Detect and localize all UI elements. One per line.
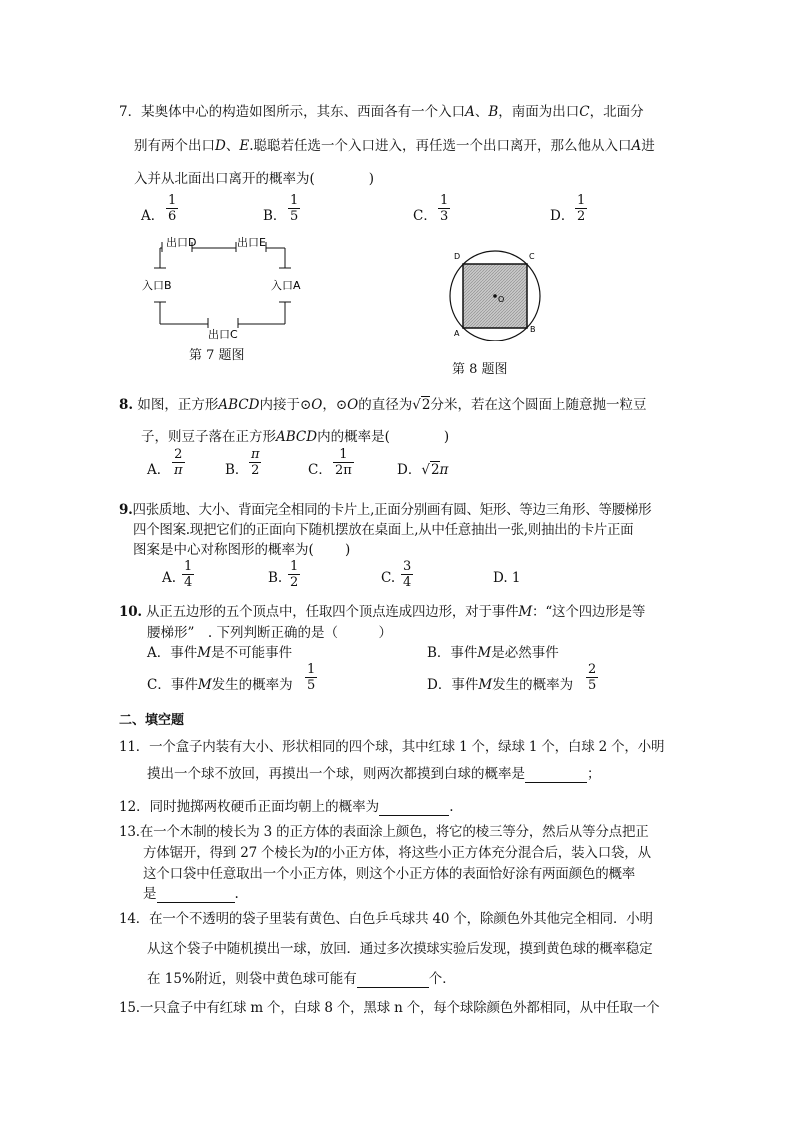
q8-sqrt-2: √2 <box>412 397 431 413</box>
q7-option-a-label: A． <box>141 208 165 224</box>
fig7-entry-a-label: 入口A <box>271 279 301 292</box>
q10-option-c-fraction: $\frac{1}{5}$ <box>307 662 316 693</box>
q9-line3: 图案是中心对称图形的概率为( ) <box>133 542 351 558</box>
q7-option-c-label: C． <box>413 208 437 224</box>
q11-line2: 摸出一个球不放回，再摸出一个球，则两次都摸到白球的概率是 ； <box>147 766 601 782</box>
q7-line3: 入并从北面出口离开的概率为( ) <box>134 171 375 187</box>
q10-line2: 腰梯形” . 下列判断正确的是（ ） <box>147 625 392 641</box>
q7-option-d-fraction: $\frac{1}{2}$ <box>577 193 586 224</box>
fig7-exit-d-label: 出口D <box>166 236 197 249</box>
fig8-label-b: B <box>530 325 536 334</box>
q10-option-c: C．事件M发生的概率为 <box>147 677 293 693</box>
q10-option-b: B．事件M是必然事件 <box>427 645 559 661</box>
q10-option-d: D．事件M发生的概率为 <box>427 677 574 693</box>
fig8-label-c: C <box>529 252 535 261</box>
q8-option-b-label: B． <box>225 462 249 478</box>
q8-option-d-sqrt: √2 <box>421 462 440 478</box>
q11-answer-blank[interactable] <box>525 766 587 783</box>
q9-option-c-label: C. <box>381 570 396 586</box>
q8-option-a-fraction: $\frac{2}{\pi}$ <box>174 447 183 478</box>
q12-line: 12．同时抛掷两枚硬币正面均朝上的概率为 . <box>119 799 454 815</box>
q14-answer-blank[interactable] <box>357 971 429 988</box>
q8-option-a-label: A． <box>147 462 171 478</box>
q9-line1: 9.四张质地、大小、背面完全相同的卡片上,正面分别画有圆、矩形、等边三角形、等腰梯形 <box>119 502 652 518</box>
q9-option-b-fraction: $\frac{1}{2}$ <box>290 559 299 590</box>
q8-figure <box>446 245 546 341</box>
q8-option-c-label: C． <box>308 462 332 478</box>
q14-line3: 在 15%附近，则袋中黄色球可能有 个． <box>147 971 456 987</box>
q10-option-a: A．事件M是不可能事件 <box>147 645 293 661</box>
q8-figure-caption: 第 8 题图 <box>452 362 508 377</box>
q7-option-c-fraction: $\frac{1}{3}$ <box>440 193 449 224</box>
q14-line1: 14．在一个不透明的袋子里装有黄色、白色乒乓球共 40 个，除颜色外其他完全相同．小明 <box>119 911 653 927</box>
q8-option-b-fraction: $\frac{\pi}{2}$ <box>251 447 260 478</box>
fig7-exit-c-label: 出口C <box>208 328 238 341</box>
q8-option-d: D．√2π <box>397 462 449 478</box>
q13-line1: 13.在一个木制的棱长为 3 的正方体的表面涂上颜色，将它的棱三等分，然后从等分点把正 <box>119 824 649 840</box>
q9-option-b-label: B. <box>268 570 283 586</box>
fig8-label-d: D <box>454 252 461 261</box>
q9-option-c-fraction: $\frac{3}{4}$ <box>403 559 412 590</box>
q10-option-d-fraction: $\frac{2}{5}$ <box>588 662 597 693</box>
q7-option-a-fraction: $\frac{1}{6}$ <box>168 193 177 224</box>
q12-answer-blank[interactable] <box>379 799 449 816</box>
fig8-label-a: A <box>454 329 460 338</box>
q10-line1: 10. 从正五边形的五个顶点中，任取四个顶点连成四边形，对于事件M：“这个四边形是等 <box>119 604 646 620</box>
q7-option-b-fraction: $\frac{1}{5}$ <box>290 193 299 224</box>
fig8-label-o: O <box>498 295 505 304</box>
q7-figure-caption: 第 7 题图 <box>189 348 245 363</box>
fig8-center-point <box>493 294 497 298</box>
q7-option-d-label: D． <box>550 208 575 224</box>
q7-option-b-label: B． <box>263 208 287 224</box>
q9-option-a-label: A. <box>162 570 177 586</box>
fig7-exit-e-label: 出口E <box>237 236 266 249</box>
q13-line2: 方体锯开，得到 27 个棱长为l的小正方体，将这些小正方体充分混合后，装入口袋，从 <box>143 845 651 861</box>
q8-line2: 子，则豆子落在正方形ABCD内的概率是( ) <box>141 429 450 445</box>
q13-answer-blank[interactable] <box>157 886 235 903</box>
q11-line1: 11．一个盒子内装有大小、形状相同的四个球，其中红球 1 个，绿球 1 个，白球 2 个，小明 <box>119 739 665 755</box>
q9-option-d: D. 1 <box>493 570 521 586</box>
q8-line1: 8. 如图，正方形ABCD内接于⊙O，⊙O的直径为√2分米，若在这个圆面上随意抛一粒豆 <box>119 397 647 413</box>
q9-option-a-fraction: $\frac{1}{4}$ <box>184 559 193 590</box>
q14-line2: 从这个袋子中随机摸出一球，放回．通过多次摸球实验后发现，摸到黄色球的概率稳定 <box>147 941 653 957</box>
q7-line2: 别有两个出口D、E.聪聪若任选一个入口进入，再任选一个出口离开，那么他从入口A进 <box>134 138 655 154</box>
q8-option-c-fraction: $\frac{1}{2\pi}$ <box>335 447 352 478</box>
q13-line3: 这个口袋中任意取出一个小正方体，则这个小正方体的表面恰好涂有两面颜色的概率 <box>143 866 636 882</box>
q15-line1: 15.一只盒子中有红球 m 个，白球 8 个，黑球 n 个，每个球除颜色外都相同，从中任取一个 <box>119 1000 660 1016</box>
q13-line4: 是 . <box>143 886 239 902</box>
fig7-entry-b-label: 入口B <box>142 279 172 292</box>
q7-figure <box>140 232 310 342</box>
q9-line2: 四个图案.现把它们的正面向下随机摆放在桌面上,从中任意抽出一张,则抽出的卡片正面 <box>133 522 634 538</box>
section-fill-in-heading: 二、填空题 <box>119 713 185 728</box>
q7-line1: 7．某奥体中心的构造如图所示，其东、西面各有一个入口A、B，南面为出口C，北面分 <box>119 104 644 120</box>
